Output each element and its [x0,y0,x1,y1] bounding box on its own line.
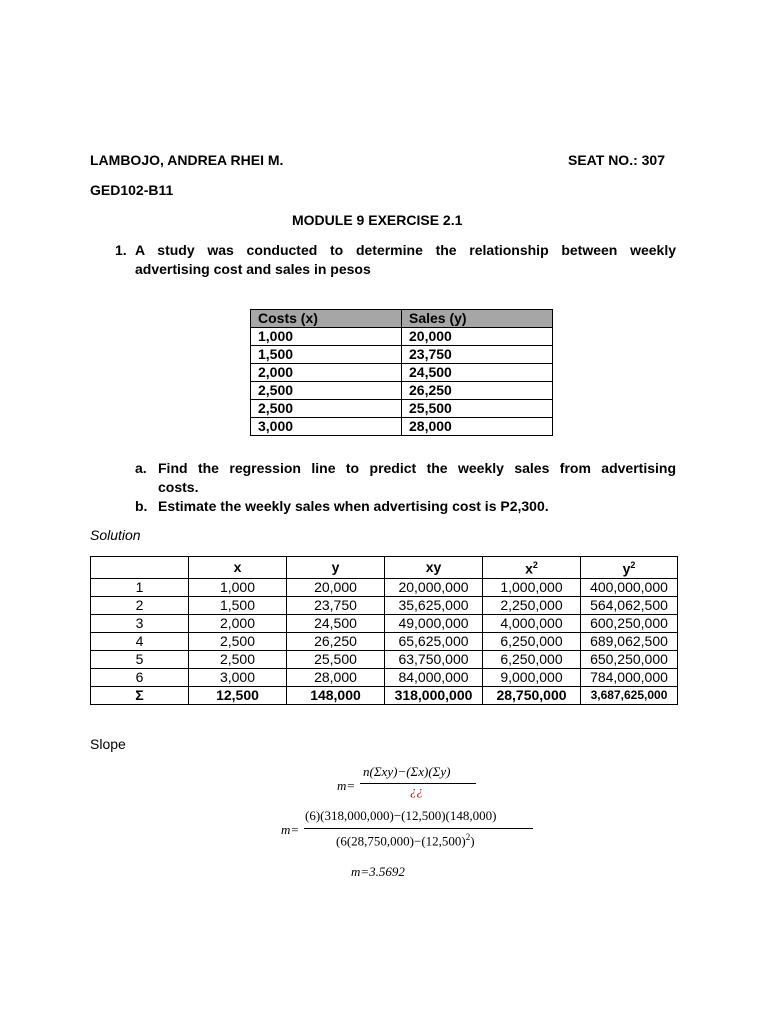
sum-x2-cell: 28,750,000 [483,686,581,704]
y2-cell: 600,250,000 [581,614,678,632]
table-row [91,668,678,686]
index-cell: 5 [91,650,189,668]
y-cell: 23,750 [287,596,385,614]
y-cell: 25,500 [287,650,385,668]
cost-cell: 1,000 [251,328,402,346]
equation-3-result: m=3.5692 [351,864,405,879]
x2-cell: 1,000,000 [483,578,581,596]
y2-cell: 784,000,000 [581,668,678,686]
student-name: LAMBOJO, ANDREA RHEI M. [90,152,284,168]
fraction-bar [304,828,533,829]
equation-2-denominator: $(6(28,750,000)-(12,500)^2)$ [336,832,475,849]
sales-cell: 28,000 [402,418,553,436]
data-table [250,309,553,436]
xy-cell: 63,750,000 [385,650,483,668]
header-sales: Sales (y) [402,310,553,328]
equation-1-lhs: m= [337,778,356,793]
cost-cell: 2,500 [251,400,402,418]
table-row [251,346,553,364]
cost-cell: 2,500 [251,382,402,400]
solution-table [90,556,678,705]
table-row [251,400,553,418]
equation-2-lhs: m= [281,822,300,837]
sum-x-cell: 12,500 [189,686,287,704]
cost-cell: 3,000 [251,418,402,436]
header-costs: Costs (x) [251,310,402,328]
header-x-squared: $x^2$ [483,557,581,579]
solution-header-row [91,557,678,579]
x-cell: 2,000 [189,614,287,632]
x-cell: 2,500 [189,632,287,650]
equation-1-fraction [360,764,478,800]
course-code: GED102-B11 [90,182,174,198]
y2-cell: 400,000,000 [581,578,678,596]
table-row [91,578,678,596]
table-row [91,596,678,614]
y2-cell: 564,062,500 [581,596,678,614]
index-cell: 4 [91,632,189,650]
sales-cell: 23,750 [402,346,553,364]
index-cell: 6 [91,668,189,686]
sum-y2-cell: 3,687,625,000 [581,686,678,704]
x-cell: 3,000 [189,668,287,686]
header-xy: xy [385,557,483,579]
question-a-line-2: costs. [158,479,199,495]
sum-row [91,686,678,704]
x-cell: 1,000 [189,578,287,596]
xy-cell: 49,000,000 [385,614,483,632]
x2-cell: 2,250,000 [483,596,581,614]
index-cell: 3 [91,614,189,632]
y-cell: 24,500 [287,614,385,632]
equation-2-numerator: (6)(318,000,000)−(12,500)(148,000) [305,808,497,823]
table-row [251,382,553,400]
x-cell: 2,500 [189,650,287,668]
table-row [251,418,553,436]
header-index [91,557,189,579]
xy-cell: 65,625,000 [385,632,483,650]
y2-cell: 689,062,500 [581,632,678,650]
y-cell: 20,000 [287,578,385,596]
equation-2-fraction [304,808,534,848]
cost-cell: 2,000 [251,364,402,382]
table-row [251,364,553,382]
y2-cell: 650,250,000 [581,650,678,668]
sales-cell: 20,000 [402,328,553,346]
x-cell: 1,500 [189,596,287,614]
slope-label: Slope [90,736,126,752]
table-row [91,614,678,632]
xy-cell: 20,000,000 [385,578,483,596]
solution-label: Solution [90,527,141,543]
problem-line-1: A study was conducted to determine the relationship between weekly [135,242,676,258]
module-title: MODULE 9 EXERCISE 2.1 [292,212,463,228]
y-cell: 28,000 [287,668,385,686]
header-y-squared: $y^2$ [581,557,678,579]
index-cell: 2 [91,596,189,614]
x2-cell: 4,000,000 [483,614,581,632]
index-cell: 1 [91,578,189,596]
sum-y-cell: 148,000 [287,686,385,704]
xy-cell: 84,000,000 [385,668,483,686]
header-y: y [287,557,385,579]
equation-1-denominator: ¿¿ [410,783,423,798]
x2-cell: 9,000,000 [483,668,581,686]
header-x: x [189,557,287,579]
y-cell: 26,250 [287,632,385,650]
equation-1-numerator: n(Σxy)−(Σx)(Σy) [363,764,451,779]
sales-cell: 26,250 [402,382,553,400]
x2-cell: 6,250,000 [483,650,581,668]
sales-cell: 25,500 [402,400,553,418]
sigma-cell: Σ [91,686,189,704]
seat-number: SEAT NO.: 307 [568,152,665,168]
table-row [251,328,553,346]
question-a-label: a. [135,460,147,476]
table-header-row [251,310,553,328]
x2-cell: 6,250,000 [483,632,581,650]
table-row [91,632,678,650]
problem-number: 1. [115,242,127,258]
xy-cell: 35,625,000 [385,596,483,614]
sales-cell: 24,500 [402,364,553,382]
sum-xy-cell: 318,000,000 [385,686,483,704]
cost-cell: 1,500 [251,346,402,364]
question-a-line-1: Find the regression line to predict the weekly sales from advertising [158,460,676,476]
problem-line-2: advertising cost and sales in pesos [135,261,371,277]
question-b-label: b. [135,498,148,514]
table-row [91,650,678,668]
question-b-text: Estimate the weekly sales when advertising cost is P2,300. [158,498,549,514]
